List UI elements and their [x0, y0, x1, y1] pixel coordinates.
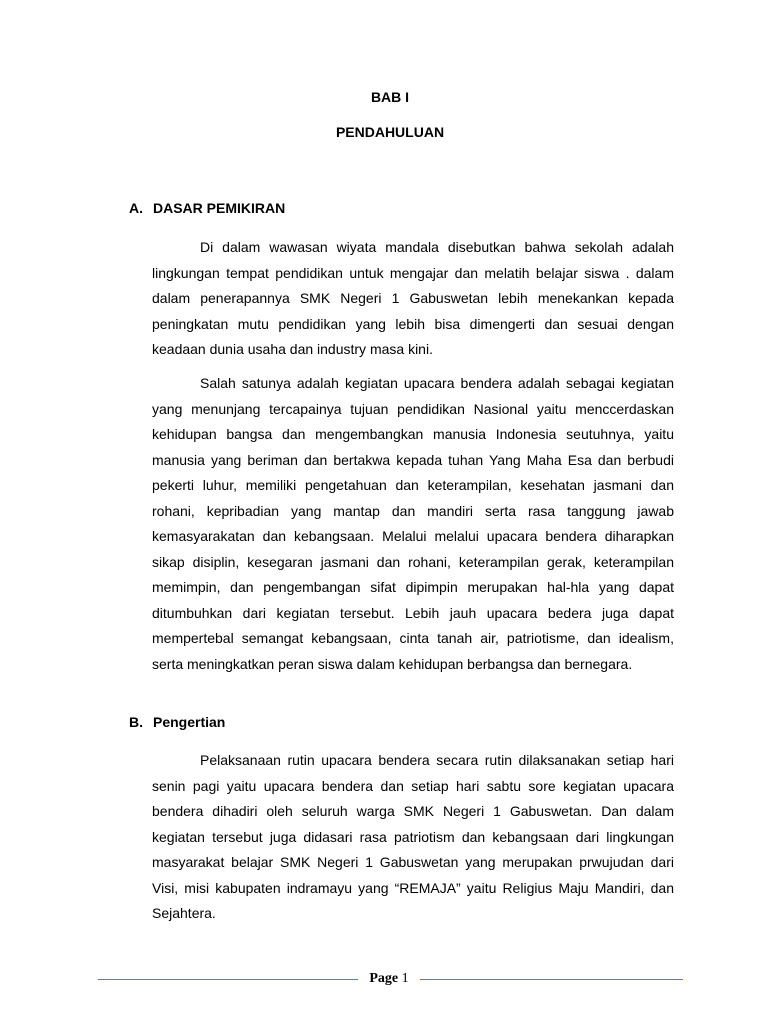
section-a-title: DASAR PEMIKIRAN [153, 200, 286, 216]
section-a-paragraph-2: Salah satunya adalah kegiatan upacara bendera adalah sebagai kegiatan yang menunjang tercapainya tujuan pendidikan Nasional yaitu menccerdaskan kehidupan bangsa dan mengembangkan manusia Indonesia seutuhnya, yaitu manusia yang beriman dan bertakwa kepada tuhan Yang Maha Esa dan berbudi pekerti luhur, memiliki pengetahuan dan keterampilan, kesehatan jasmani dan rohani, kepribadian yang mantap dan mandiri serta rasa tanggung jawab kemasyarakatan dan kebangsaan. Melalui melalui upacara bendera diharapkan sikap disiplin, kesegaran jasmani dan rohani, keterampilan gerak, keterampilan memimpin, dan pengembangan sifat dipimpin merupakan hal-hla yang dapat ditumbuhkan dari kegiatan tersebut. Lebih jauh upacara bedera juga dapat mempertebal semangat kebangsaan, cinta tanah air, patriotisme, dan idealism, serta meningkatkan peran siswa dalam kehidupan berbangsa dan bernegara. [152, 375, 674, 672]
section-a-letter: A. [129, 200, 143, 216]
section-a-paragraph-1: Di dalam wawasan wiyata mandala disebutkan bahwa sekolah adalah lingkungan tempat pendidikan untuk mengajar dan melatih belajar siswa . dalam dalam penerapannya SMK Negeri 1 Gabuswetan lebih menekankan kepada peningkatan mutu pendidikan yang lebih bisa dimengerti dan sesuai dengan keadaan dunia usaha dan industry masa kini. [152, 239, 674, 357]
page-number [358, 971, 420, 987]
section-b-heading [129, 714, 225, 730]
chapter-heading: BAB I [370, 89, 410, 105]
section-b-title: Pengertian [153, 714, 226, 730]
section-b-letter: B. [129, 714, 143, 730]
section-b-paragraph-1: Pelaksanaan rutin upacara bendera secara rutin dilaksanakan setiap hari senin pagi yaitu upacara bendera dan setiap hari sabtu sore kegiatan upacara bendera dihadiri oleh seluruh warga SMK Negeri 1 Gabuswetan. Dan dalam kegiatan tersebut juga didasari rasa patriotism dan kebangsaan dari lingkungan masyarakat belajar SMK Negeri 1 Gabuswetan yang merupakan prwujudan dari Visi, misi kabupaten indramayu yang “REMAJA” yaitu Religius Maju Mandiri, dan Sejahtera. [152, 752, 674, 921]
chapter-title: PENDAHULUAN [335, 124, 445, 140]
footer-rule-right [420, 979, 683, 980]
page-footer [98, 969, 683, 991]
page-number-value: 1 [401, 971, 409, 986]
footer-rule-left [98, 979, 358, 980]
section-a-heading [129, 200, 285, 216]
page-label: Page [369, 971, 399, 986]
